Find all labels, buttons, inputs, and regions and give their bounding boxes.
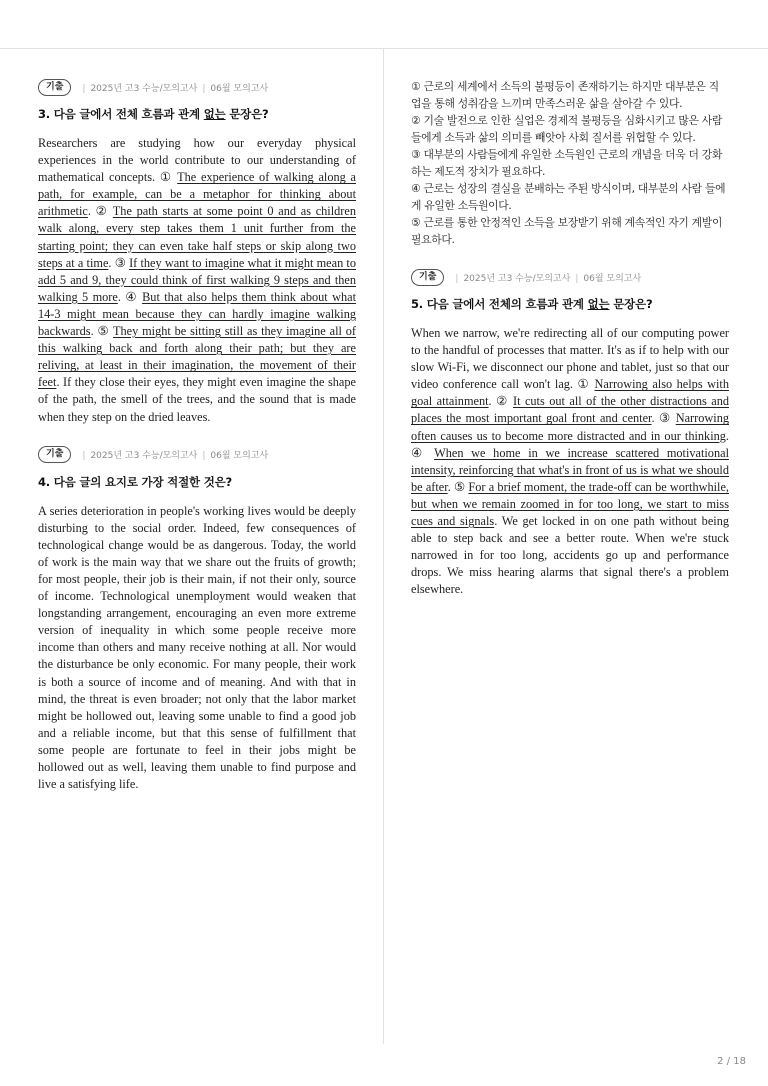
question-title: 3. 다음 글에서 전체 흐름과 관계 없는 문장은? <box>38 107 269 121</box>
question-passage: When we narrow, we're redirecting all of our computing power to the handful of processes that matter. It's as if to help with our slow Wi-Fi, we disconnect our phone and tablet, just so that our video conference call won't lag. ① Narrowing also helps with goal attainment. ② It cuts out all of the other distractions and places the most important goal front and center. ③ Narrowing often causes us to become more distracted and in our thinking. ④ When we home in we increase scattered motivational intensity, reinforcing that what's in front of us is what we should be after. ⑤ For a brief moment, the trade-off can be worthwhile, but when we remain zoomed in for too long, we start to miss cues and signals. We get locked in on one path without being able to step back and see a better route. When we're stuck narrowed in for too long, accidents go up and performance drops. We miss hearing alarms that signal there's a problem elsewhere. <box>411 326 730 597</box>
question-passage: Researchers are studying how our everyday physical experiences in the world contribute to our understanding of mathematical concepts. ① The experience of walking along a path, for example, can be a metaphor for thinking about arithmetic. ② The path starts at some point 0 and as children walk along, every step takes them 1 unit further from the starting point; they can even take half steps or skip along two steps at a time. ③ If they want to imagine what it might mean to add 5 and 9, they could think of first walking 9 steps and then walking 5 more. ④ But that also helps them think about what 14-3 might mean because they can hardly imagine walking backwards. ⑤ They might be sitting still as they imagine all of this walking back and forth along their path; but they are reliving, at least in their imagination, the movement of their feet. If they close their eyes, they might even imagine the shape of the path, the smell of the trees, and the sound that is made when they step on the dried leaves. <box>38 136 356 424</box>
question-meta <box>411 268 729 286</box>
exam-label: | 2025년 고3 수능/모의고사 | 06월 모의고사 <box>82 451 269 462</box>
question-4 <box>38 446 356 794</box>
question-3 <box>38 78 356 426</box>
option-2: ② 기술 발전으로 인한 실업은 경제적 불평등을 심화시키고 많은 사람들에게 소득과 삶의 의미를 빼앗아 사회 질서를 위협할 수 있다. <box>411 114 723 144</box>
question-title: 4. 다음 글의 요지로 가장 적절한 것은? <box>38 474 232 489</box>
source-badge: 기출 <box>38 79 71 96</box>
sentence-2: The path starts at some point 0 and as children walk along, every step takes them 1 unit further from the starting point; they can even take half steps or skip along two steps at a time <box>38 204 356 270</box>
column-divider <box>383 49 384 1044</box>
source-badge: 기출 <box>38 446 71 463</box>
answer-options <box>411 78 729 248</box>
sentence-5: They might be sitting still as they imagine all of this walking back and forth along their path; but they are reliving, at least in their imagination, the movement of their feet <box>38 324 356 390</box>
left-column <box>38 78 356 813</box>
exam-label: | 2025년 고3 수능/모의고사 | 06월 모의고사 <box>455 273 642 284</box>
right-column <box>411 78 729 619</box>
question-title: 5. 다음 글에서 전체의 흐름과 관계 없는 문장은? <box>411 297 653 311</box>
page-number: 2 / 18 <box>717 1056 746 1067</box>
sentence-1: Narrowing also helps with goal attainment <box>411 377 730 409</box>
question-5 <box>411 268 729 599</box>
sentence-5: For a brief moment, the trade-off can be worthwhile, but when we remain zoomed in for too long, we start to miss cues and signals <box>411 479 729 529</box>
option-5: ⑤ 근로를 통한 안정적인 소득을 보장받기 위해 계속적인 자기 계발이 필요하다. <box>411 216 723 246</box>
option-3: ③ 대부분의 사람들에게 유일한 소득원인 근로의 개념을 더욱 더 강화하는 제도적 장치가 필요하다. <box>411 148 723 178</box>
header-divider <box>0 48 768 49</box>
sentence-3: Narrowing often causes us to become more distracted and in our thinking <box>411 411 729 443</box>
option-1: ① 근로의 세계에서 소득의 불평등이 존재하기는 하지만 대부분은 직업을 통해 성취감을 느끼며 만족스러운 삶을 살아갈 수 있다. <box>411 80 719 110</box>
sentence-2: It cuts out all of the other distractions and places the most important goal front and center <box>411 394 729 426</box>
sentence-1: The experience of walking along a path, for example, can be a metaphor for thinking about arithmetic <box>38 170 356 219</box>
question-meta <box>38 78 356 96</box>
sentence-3: If they want to imagine what it might mean to add 5 and 9, they could think of first walking 9 steps and then walking 5 more <box>38 255 356 304</box>
sentence-4: But that also helps them think about what 14-3 might mean because they can hardly imagine walking backwards <box>38 289 356 339</box>
sentence-4: When we home in we increase scattered motivational intensity, reinforcing that what's in front of us is what we should be after <box>411 445 729 494</box>
source-badge: 기출 <box>411 269 444 286</box>
exam-label: | 2025년 고3 수능/모의고사 | 06월 모의고사 <box>82 83 269 94</box>
option-4: ④ 근로는 성장의 결실을 분배하는 주된 방식이며, 대부분의 사람 들에게 유일한 소득원이다. <box>411 182 726 212</box>
question-meta <box>38 446 356 464</box>
question-passage: A series deterioration in people's working lives would be deeply disturbing to the social order. Indeed, few consequences of technological change would be as dangerous. Today, the world of work is the main way that we share out the fruits of growth; for most people, their job is their main, if not their only, source of income. Technological unemployment would weaken that longstanding arrangement, encouraging an even more extreme version of inequality in which some people receive more income than others and many receive nothing at all. Nor would the disturbance be only economic. For many people, their work is both a source of income and of meaning. And with that in mind, the threat is even broader; not only that the labor market might be hollowed out, leaving some unable to find a good job and a reliable income, but that this sense of fulfillment that some people are fortunate to feel in their jobs might be hollowed out as well, leaving them unable to find purpose and live a satisfying life. <box>38 503 356 792</box>
